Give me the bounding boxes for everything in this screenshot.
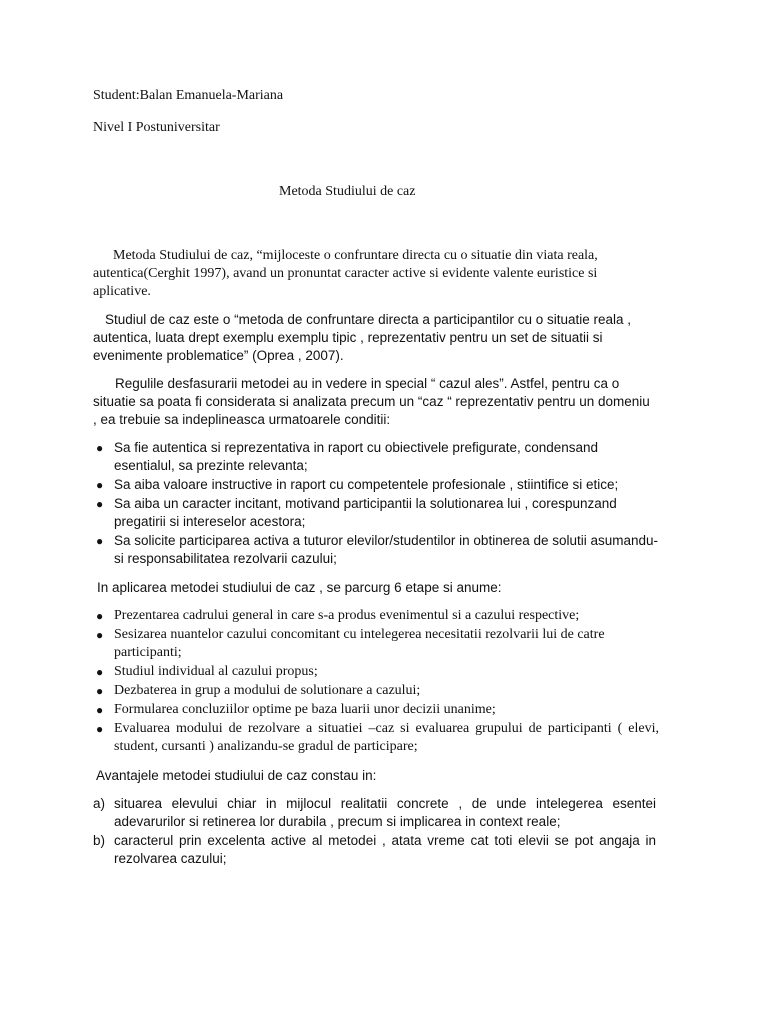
- document-title: Metoda Studiului de caz: [279, 184, 416, 199]
- list-item: [93, 720, 659, 756]
- stage-text: Formularea concluziilor optime pe baza luarii unor decizii unanime;: [114, 702, 496, 717]
- list-item: [93, 663, 659, 681]
- student-name-line: Student:Balan Emanuela-Mariana: [93, 88, 284, 103]
- bullet-dot-icon: ●: [96, 703, 104, 717]
- condition-text: Sa fie autentica si reprezentativa in raport cu obiectivele prefigurate, condensand esentialul, sa prezinte relevanta;: [114, 440, 599, 473]
- paragraph-rules: Regulile desfasurarii metodei au in vedere in special “ cazul ales”. Astfel, pentru ca o situatie sa poata fi considerata si analizata precum un “caz “ reprezentativ pentru un domeniu , ea trebuie sa indeplineasca urmatoarele conditii:: [93, 376, 650, 427]
- bullet-dot-icon: ●: [96, 478, 104, 492]
- list-item: [93, 832, 656, 868]
- bullet-dot-icon: ●: [96, 665, 104, 679]
- conditions-list: [93, 439, 659, 568]
- level-line: Nivel I Postuniversitar: [93, 120, 220, 135]
- list-item: [93, 532, 659, 568]
- list-item: [93, 682, 659, 700]
- list-marker: a): [93, 796, 106, 811]
- list-item: [93, 495, 659, 531]
- bullet-dot-icon: ●: [96, 628, 104, 642]
- list-item: [93, 476, 659, 494]
- bullet-dot-icon: ●: [96, 441, 104, 455]
- list-item: [93, 626, 659, 662]
- list-item: [93, 795, 656, 831]
- stages-list: [93, 607, 659, 756]
- bullet-dot-icon: ●: [96, 534, 104, 548]
- list-item: [93, 607, 659, 625]
- condition-text: Sa solicite participarea activa a tuturor elevilor/studentilor in obtinerea de solutii asumandu-si responsabilitatea rezolvarii cazului;: [114, 533, 659, 566]
- stages-intro: In aplicarea metodei studiului de caz , se parcurg 6 etape si anume:: [97, 580, 502, 595]
- paragraph-definition: Metoda Studiului de caz, “mijloceste o confruntare directa cu o situatie din viata reala, autentica(Cerghit 1997), avand un pronuntat caracter active si evidente valente euristice si aplicative.: [93, 248, 598, 299]
- bullet-dot-icon: ●: [96, 497, 104, 511]
- stage-text: Prezentarea cadrului general in care s-a produs evenimentul si a cazului respective;: [114, 608, 580, 623]
- advantage-text: situarea elevului chiar in mijlocul realitatii concrete , de unde intelegerea esentei adevarurilor si retinerea lor durabila , precum si implicarea in context reale;: [114, 796, 656, 829]
- bullet-dot-icon: ●: [96, 684, 104, 698]
- advantages-intro: Avantajele metodei studiului de caz constau in:: [96, 768, 377, 783]
- stage-text: Studiul individual al cazului propus;: [114, 664, 318, 679]
- stage-text: Sesizarea nuantelor cazului concomitant cu intelegerea necesitatii rezolvarii lui de catre participanti;: [114, 627, 605, 660]
- condition-text: Sa aiba valoare instructive in raport cu competentele profesionale , stiintifice si etice;: [114, 477, 619, 492]
- list-marker: b): [93, 833, 106, 848]
- list-item: [93, 439, 659, 475]
- list-item: [93, 701, 659, 719]
- condition-text: Sa aiba un caracter incitant, motivand participantii la solutionarea lui , corespunzand pregatirii si intereselor acestora;: [114, 496, 617, 529]
- stage-text: Evaluarea modului de rezolvare a situatiei –caz si evaluarea grupului de participanti ( elevi, student, cursanti ) analizandu-se gradul de participare;: [114, 721, 659, 754]
- stage-text: Dezbaterea in grup a modului de solutionare a cazului;: [114, 683, 421, 698]
- bullet-dot-icon: ●: [96, 609, 104, 623]
- paragraph-case-study: Studiul de caz este o “metoda de confruntare directa a participantilor cu o situatie reala , autentica, luata drept exemplu exemplu tipic , reprezentativ pentru un set de situatii si evenimente problematice” (Oprea , 2007).: [93, 312, 632, 363]
- advantages-list: [93, 795, 656, 868]
- bullet-dot-icon: ●: [96, 722, 104, 736]
- advantage-text: caracterul prin excelenta active al metodei , atata vreme cat toti elevii se pot angaja in rezolvarea cazului;: [114, 833, 656, 866]
